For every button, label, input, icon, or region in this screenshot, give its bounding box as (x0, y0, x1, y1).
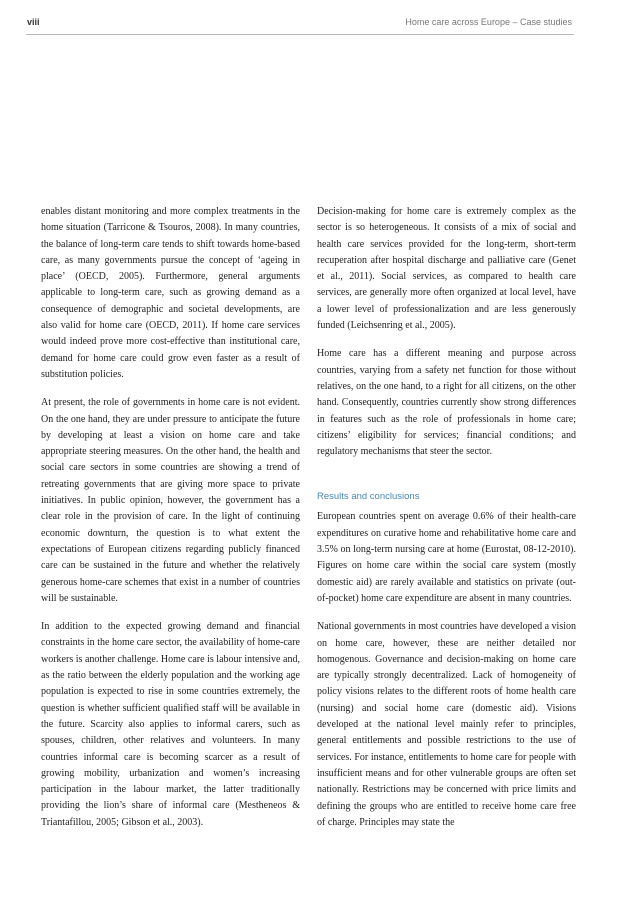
header-rule (26, 34, 574, 35)
body-paragraph: Home care has a different meaning and purpose across countries, varying from a safety net function for those without relatives, on the one hand, to a right for all citizens, on the other hand. Consequently, countries currently show strong differences in features such as the role of professionals in home care; citizens’ eligibility for services; financial conditions; and regulatory mechanisms that steer the sector. (317, 348, 576, 458)
body-paragraph: Decision-making for home care is extremely complex as the sector is so heterogeneous. It consists of a mix of social and health care services provided for the long-term, short-term recuperation after hospital discharge and palliative care (Genet et al., 2011). Social services, as compared to health care services, are generally more often organized at local level, have a lower level of professionalization and are less generously funded (Leichsenring et al., 2005). (317, 206, 576, 332)
section-heading: Results and conclusions (317, 491, 420, 503)
body-paragraph: In addition to the expected growing demand and financial constraints in the home care sector, the availability of home-care workers is another challenge. Home care is labour intensive and, as the ratio between the elderly population and the working age population is expected to rise in some countries extremely, the question is whether sufficient qualified staff will be available in the future. Scarcity also applies to informal carers, such as spouses, children, other relatives and volunteers. In many countries informal care is becoming scarcer as a result of growing mobility, urbanization and women’s increasing participation in the labour market, the latter traditionally providing the lion’s share of informal care (Mestheneos & Triantafillou, 2005; Gibson et al., 2003). (41, 621, 300, 828)
body-paragraph: European countries spent on average 0.6% of their health-care expenditures on curative home and rehabilitative home care and 3.5% on long-term nursing care at home (Eurostat, 08-12-2010). Figures on home care within the social care system (mostly domestic aid) are rarely available and statistics on private (out-of-pocket) home care expenditure are absent in many countries. (317, 511, 576, 604)
running-title: Home care across Europe – Case studies (405, 17, 572, 27)
body-paragraph: enables distant monitoring and more complex treatments in the home situation (Tarricone & Tsouros, 2008). In many countries, the balance of long-term care tends to shift towards home-based care, as many governments pursue the concept of ‘ageing in place’ (OECD, 2005). Furthermore, general arguments applicable to long-term care, such as growing demand as a consequence of demographic and societal developments, are also valid for home care (OECD, 2011). If home care services would indeed prove more cost-effective than institutional care, demand for home care could grow even faster as a result of substitution policies. (41, 206, 300, 380)
body-paragraph: At present, the role of governments in home care is not evident. On the one hand, they are under pressure to anticipate the future by developing at least a vision on home care and take appropriate steering measures. On the other hand, the health and social care sectors in some countries are showing a trend of retreating governments that are giving more space to private initiatives. In public opinion, however, the government has a clear role in the provision of care. In the light of continuing economic downturn, the question is to what extent the expectations of European citizens regarding publicly financed care can be sustained in the future and whether the relatively generous home-care schemes that exist in a number of countries will be sustainable. (41, 397, 300, 604)
body-paragraph: National governments in most countries have developed a vision on home care, however, these are neither detailed nor homogenous. Governance and decision-making on home care are typically strongly decentralized. Lack of homogeneity of policy visions relates to the different roots of home health care (nursing) and social home care (domestic aid). Visions developed at the national level mainly refer to principles, general entitlements and possible restrictions to the use of services. For instance, entitlements to home care for people with insufficient means and for other vulnerable groups are often set nationally. Restrictions may be concerned with price limits and defining the groups who are entitled to receive home care free of charge. Principles may state the (317, 621, 576, 828)
left-column (41, 204, 300, 843)
page-number: viii (27, 17, 40, 27)
right-column (317, 204, 576, 843)
